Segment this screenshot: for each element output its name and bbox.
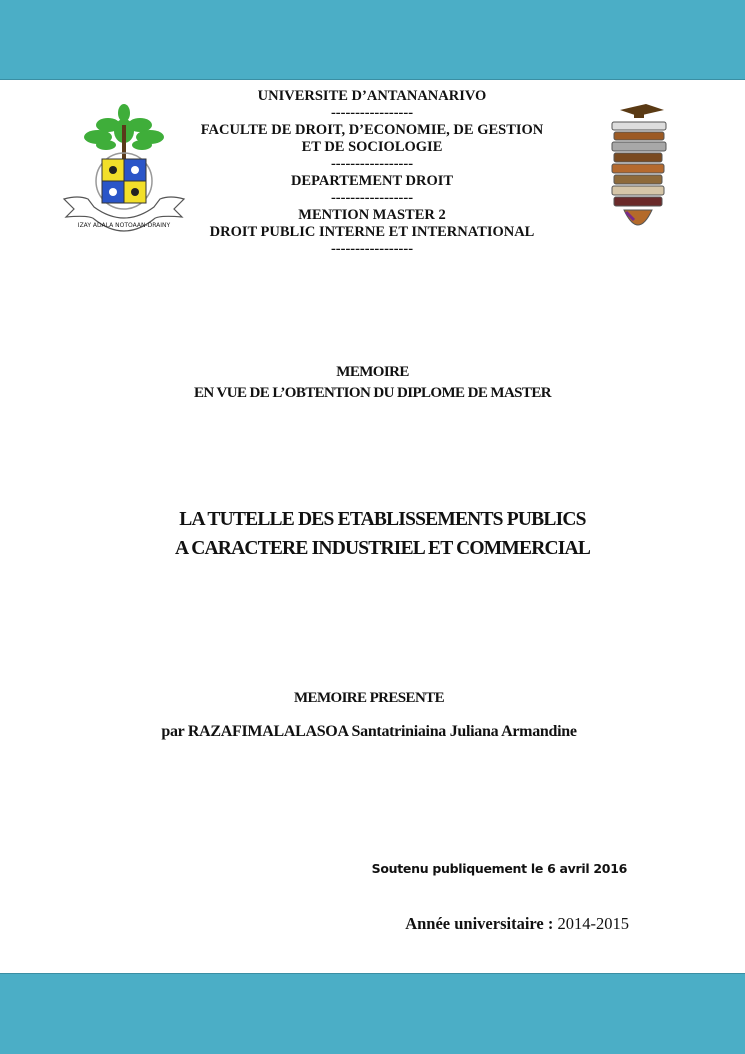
top-banner [0,0,745,80]
thesis-title-line1: LA TUTELLE DES ETABLISSEMENTS PUBLICS [179,509,586,530]
thesis-title [100,505,665,563]
memoire-purpose: EN VUE DE L’OBTENTION DU DIPLOME DE MASTER [194,385,551,401]
separator: ----------------- [330,105,414,121]
law-books-stack-icon [606,100,670,238]
thesis-title-line2: A CARACTERE INDUSTRIEL ET COMMERCIAL [174,538,591,559]
faculty-name-cont: ET DE SOCIOLOGIE [301,139,443,155]
separator: ----------------- [330,156,414,172]
svg-text:IZAY ADALA NOTOAAN-DRAINY: IZAY ADALA NOTOAAN-DRAINY [77,222,171,229]
academic-year [405,914,629,934]
separator: ----------------- [330,190,414,206]
memoire-label: MEMOIRE [336,364,409,380]
mention-name: MENTION MASTER 2 [298,207,446,223]
author-name: par RAZAFIMALALASOA Santatriniaina Juliana Armandine [161,723,577,740]
presented-label: MEMOIRE PRESENTE [293,690,444,706]
academic-year-value: 2014-2015 [557,914,629,933]
university-name: UNIVERSITE D’ANTANANARIVO [257,88,487,104]
department-name: DEPARTEMENT DROIT [290,173,454,189]
academic-year-label: Année universitaire : [405,914,554,933]
bottom-banner [0,973,745,1054]
institution-header [172,88,572,258]
memoire-heading [100,362,645,404]
university-crest-icon [58,95,190,245]
defense-date: Soutenu publiquement le 6 avril 2016 [371,861,627,876]
faculty-name: FACULTE DE DROIT, D’ECONOMIE, DE GESTION [200,122,544,138]
program-name: DROIT PUBLIC INTERNE ET INTERNATIONAL [209,224,535,240]
separator: ----------------- [330,241,414,257]
